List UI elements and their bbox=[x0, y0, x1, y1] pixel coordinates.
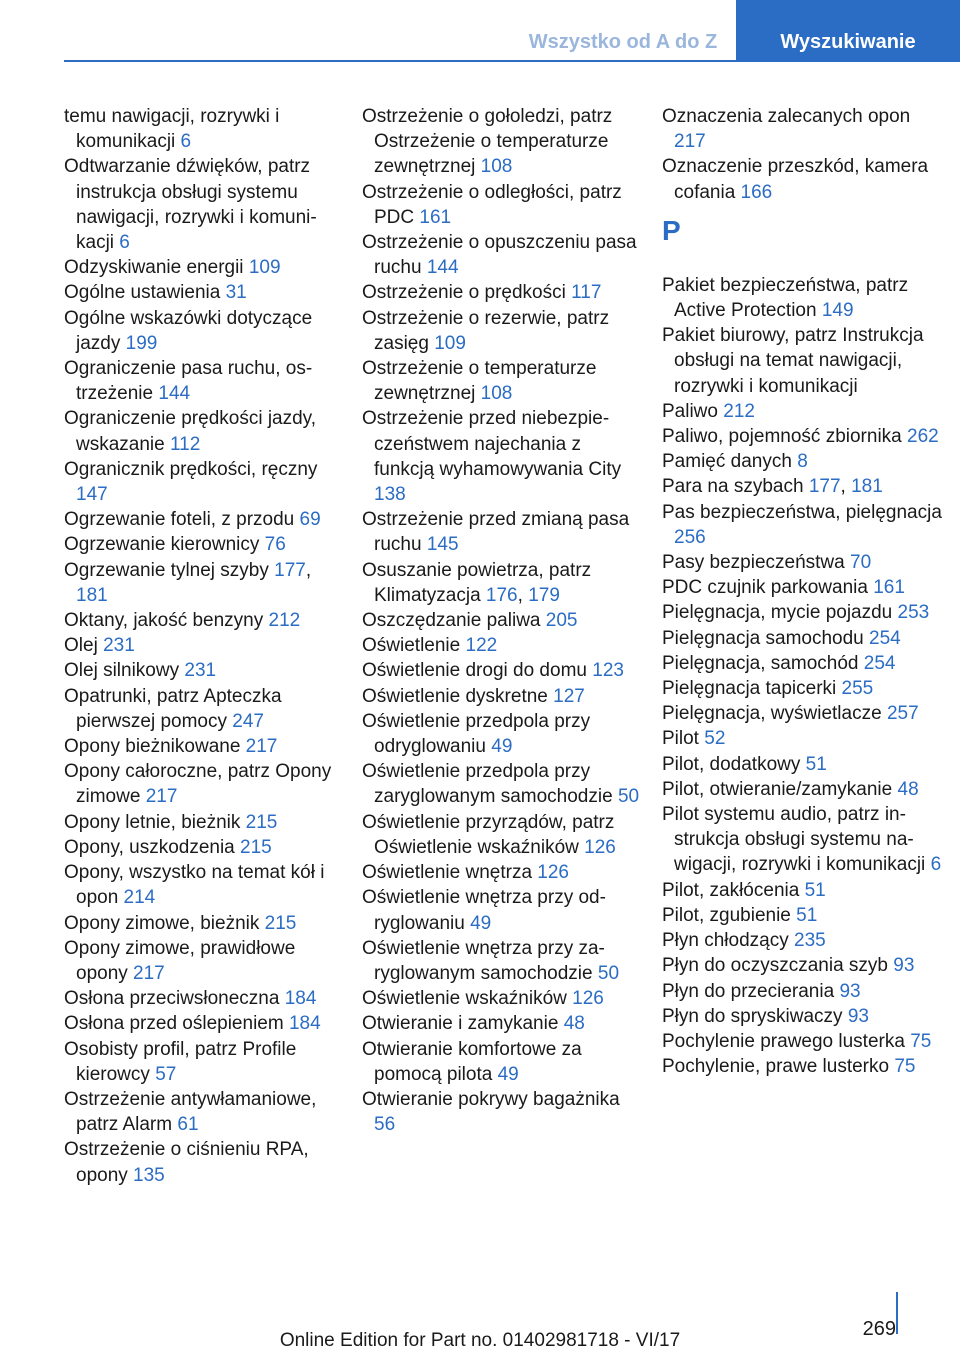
index-term: Opony całoroczne, patrz Opony zimowe bbox=[64, 761, 332, 808]
index-term: Pilot bbox=[662, 728, 705, 750]
page-link[interactable]: 69 bbox=[299, 509, 321, 531]
index-entry bbox=[64, 507, 344, 532]
index-entry bbox=[362, 356, 642, 406]
index-entry bbox=[64, 1011, 344, 1036]
page-link[interactable]: 51 bbox=[805, 753, 827, 775]
page-number: 269 bbox=[862, 1318, 896, 1340]
index-entry bbox=[362, 230, 642, 280]
page-link[interactable]: 138 bbox=[374, 484, 406, 506]
page-link[interactable]: 48 bbox=[563, 1013, 585, 1035]
index-entry bbox=[662, 878, 942, 903]
index-column-1 bbox=[64, 104, 344, 1188]
index-term: Otwieranie komfortowe za pomocą pilota bbox=[362, 1038, 582, 1085]
index-entry bbox=[362, 306, 642, 356]
index-term: Oświetlenie przedpola przy odryglowaniu bbox=[362, 710, 591, 758]
page-link[interactable]: 117 bbox=[571, 282, 602, 304]
page-link[interactable]: 51 bbox=[796, 904, 818, 926]
index-entry bbox=[662, 953, 942, 978]
index-entry bbox=[362, 885, 642, 935]
index-entry bbox=[64, 759, 344, 809]
page-link[interactable]: 31 bbox=[225, 282, 247, 304]
index-entry bbox=[662, 273, 942, 323]
index-term: Pielęgnacja, wyświetlacze bbox=[662, 703, 887, 725]
index-entry: Osuszanie powietrza, patrz Klimatyzacja 176, 179 bbox=[362, 559, 592, 606]
page-link[interactable]: 257 bbox=[886, 703, 919, 725]
page-link[interactable]: 184 bbox=[288, 1013, 321, 1035]
index-term: Ogrzewanie foteli, z przodu bbox=[64, 509, 300, 531]
index-entry bbox=[662, 726, 942, 751]
index-entry bbox=[64, 658, 344, 683]
index-term: Pilot systemu audio, patrz instrukcja obsługi systemu nawigacji, rozrywki i komunikacji bbox=[662, 804, 931, 876]
page-link[interactable]: 184 bbox=[284, 988, 317, 1010]
page-link[interactable]: 145 bbox=[426, 534, 459, 556]
index-entry bbox=[64, 911, 344, 936]
page-link[interactable]: 123 bbox=[592, 660, 624, 682]
index-term: Ogólne wskazówki dotyczące jazdy bbox=[64, 307, 313, 354]
page-link[interactable]: 181 bbox=[76, 584, 108, 606]
index-term: Pielęgnacja, samochód bbox=[662, 652, 864, 674]
index-entry bbox=[662, 676, 942, 701]
page-link[interactable]: 135 bbox=[133, 1164, 165, 1186]
index-entry bbox=[64, 734, 344, 759]
page-link[interactable]: 214 bbox=[123, 887, 156, 909]
section-letter: P bbox=[662, 214, 681, 246]
index-term: Pochylenie, prawe lusterko bbox=[662, 1056, 895, 1078]
index-term: PDC czujnik parkowania bbox=[662, 577, 874, 599]
page-link[interactable]: 144 bbox=[426, 257, 459, 279]
index-entry bbox=[64, 356, 344, 406]
page-link[interactable]: 215 bbox=[245, 811, 278, 833]
index-entry bbox=[362, 709, 642, 759]
page-link[interactable]: 56 bbox=[374, 1114, 396, 1136]
index-entry bbox=[362, 759, 642, 809]
index-term: Ostrzeżenie przed zmianą pasa ruchu bbox=[362, 509, 630, 556]
index-term: Pakiet bezpieczeństwa, patrz Active Protection bbox=[662, 274, 909, 322]
page-link[interactable]: 212 bbox=[723, 400, 755, 422]
index-term: Oświetlenie wnętrza przy zaryglowanym samochodzie bbox=[362, 937, 605, 984]
page-link[interactable]: 161 bbox=[419, 206, 452, 228]
index-column-2 bbox=[362, 104, 642, 1137]
page-link[interactable]: 93 bbox=[893, 955, 915, 977]
page-link[interactable]: 177 bbox=[808, 476, 841, 498]
index-entry bbox=[64, 1037, 344, 1087]
index-term: Paliwo, pojemność zbiornika bbox=[662, 426, 908, 448]
index-entry bbox=[662, 903, 942, 928]
page-link[interactable]: 217 bbox=[145, 786, 178, 808]
index-entry bbox=[662, 550, 942, 575]
page-link[interactable]: 50 bbox=[617, 786, 640, 808]
page-link[interactable]: 49 bbox=[497, 1063, 519, 1085]
index-entry: Ogrzewanie tylnej szyby 177, 181 bbox=[64, 559, 312, 606]
index-entry bbox=[64, 684, 344, 734]
page-link[interactable]: 215 bbox=[240, 836, 272, 858]
page-link[interactable]: 50 bbox=[597, 962, 620, 984]
index-entry bbox=[64, 1137, 344, 1187]
page-link[interactable]: 112 bbox=[170, 433, 201, 455]
page-link[interactable]: 49 bbox=[470, 912, 492, 934]
index-entry bbox=[662, 626, 942, 651]
index-entry bbox=[362, 507, 642, 557]
index-term: Odtwarzanie dźwięków, patrz instrukcja obsługi systemu nawigacji, rozrywki i komunikacji bbox=[64, 156, 317, 254]
index-term: Pielęgnacja, mycie pojazdu bbox=[662, 602, 898, 624]
index-entry bbox=[64, 936, 344, 986]
index-entry bbox=[662, 802, 942, 878]
index-term: Płyn chłodzący bbox=[662, 930, 795, 952]
index-term: Ogranicznik prędkości, ręczny bbox=[64, 458, 318, 480]
page-link[interactable]: 8 bbox=[797, 451, 808, 473]
index-term: Ogrzewanie tylnej szyby bbox=[64, 559, 275, 581]
page-link[interactable]: 48 bbox=[897, 778, 919, 800]
index-term: Płyn do przecierania bbox=[662, 980, 840, 1002]
page-link[interactable]: 76 bbox=[264, 534, 286, 556]
index-term: Para na szybach bbox=[662, 476, 809, 498]
index-entry bbox=[64, 154, 344, 255]
index-term: Pilot, dodatkowy bbox=[662, 753, 806, 775]
index-entry bbox=[662, 777, 942, 802]
index-term: Płyn do oczyszczania szyb bbox=[662, 955, 894, 977]
page-link[interactable]: 231 bbox=[184, 660, 217, 682]
page-link[interactable]: 147 bbox=[76, 484, 108, 506]
index-entry bbox=[362, 860, 642, 885]
index-term: Ogólne ustawienia bbox=[64, 282, 226, 304]
index-term: Otwieranie pokrywy bagażnika bbox=[362, 1088, 620, 1110]
page-link[interactable]: 254 bbox=[863, 652, 896, 674]
page-link[interactable]: 217 bbox=[133, 962, 165, 984]
index-term: Pilot, zgubienie bbox=[662, 904, 797, 926]
index-term: Pilot, otwieranie/zamykanie bbox=[662, 778, 898, 800]
page-link[interactable]: 109 bbox=[434, 332, 466, 354]
index-term: Odzyskiwanie energii bbox=[64, 257, 249, 279]
page-link[interactable]: 61 bbox=[177, 1114, 199, 1136]
index-term: Pielęgnacja samochodu bbox=[662, 627, 870, 649]
index-term: Pakiet biurowy, patrz Instrukcja obsługi na temat nawigacji, rozrywki i komunikacji bbox=[662, 325, 924, 397]
page-link[interactable]: 51 bbox=[804, 879, 826, 901]
index-entry bbox=[362, 1087, 642, 1137]
index-term: Oszczędzanie paliwa bbox=[362, 610, 546, 632]
index-term: Oznaczenie przeszkód, kamera cofania bbox=[662, 156, 929, 203]
page-link[interactable]: 75 bbox=[894, 1056, 916, 1078]
index-term: Ostrzeżenie o temperaturze zewnętrznej bbox=[362, 358, 597, 405]
index-entry bbox=[662, 1054, 942, 1079]
index-term: temu nawigacji, rozrywki i komunikacji bbox=[64, 106, 280, 153]
index-entry bbox=[662, 928, 942, 953]
index-entry bbox=[662, 701, 942, 726]
index-entry bbox=[662, 651, 942, 676]
page-link[interactable]: 6 bbox=[180, 131, 192, 153]
page-link[interactable]: 253 bbox=[897, 602, 930, 624]
page-link[interactable]: 122 bbox=[465, 635, 498, 657]
page-link[interactable]: 127 bbox=[553, 685, 585, 707]
index-entry bbox=[362, 1037, 642, 1087]
index-term: Oświetlenie dyskretne bbox=[362, 685, 554, 707]
page-link[interactable]: 247 bbox=[232, 710, 264, 732]
index-term: Pamięć danych bbox=[662, 451, 798, 473]
page-link[interactable]: 109 bbox=[248, 257, 281, 279]
page-link[interactable]: 93 bbox=[847, 1005, 869, 1027]
index-entry bbox=[662, 399, 942, 424]
page-link[interactable]: 52 bbox=[704, 728, 726, 750]
page-link[interactable]: 126 bbox=[537, 862, 569, 884]
page-link[interactable]: 217 bbox=[674, 131, 706, 153]
index-term: Ostrzeżenie o odległości, patrz PDC bbox=[362, 181, 622, 228]
index-entry bbox=[362, 658, 642, 683]
index-term: Oświetlenie wnętrza przy odryglowaniu bbox=[362, 887, 606, 934]
index-term: Ostrzeżenie o ciśnieniu RPA, opony bbox=[64, 1139, 309, 1186]
index-entry bbox=[362, 180, 642, 230]
page-link[interactable]: 49 bbox=[491, 736, 513, 758]
index-entry bbox=[362, 810, 642, 860]
index-term: Opony bieżnikowane bbox=[64, 736, 246, 758]
index-term: Olej bbox=[64, 635, 104, 657]
index-entry bbox=[362, 280, 642, 305]
index-term: Oświetlenie przedpola przy zaryglowanym samochodzie bbox=[362, 761, 618, 808]
index-entry bbox=[64, 306, 344, 356]
index-term: Otwieranie i zamykanie bbox=[362, 1013, 564, 1035]
index-term: Ograniczenie prędkości jazdy, wskazanie bbox=[64, 408, 317, 455]
index-entry bbox=[662, 154, 942, 204]
index-term: Pas bezpieczeństwa, pielęgnacja bbox=[662, 501, 942, 523]
index-entry bbox=[362, 986, 642, 1011]
page-link[interactable]: 217 bbox=[245, 736, 278, 758]
index-term: Olej silnikowy bbox=[64, 660, 185, 682]
index-term: Oświetlenie przyrządów, patrz Oświetlenie wskaźników bbox=[362, 811, 615, 858]
page-link[interactable]: 177 bbox=[274, 559, 306, 581]
index-term: Opatrunki, patrz Apteczka pierwszej pomocy bbox=[64, 685, 282, 732]
index-entry bbox=[64, 1087, 344, 1137]
index-entry bbox=[662, 104, 942, 154]
page-link[interactable]: 262 bbox=[907, 426, 939, 448]
index-term: Opony, uszkodzenia bbox=[64, 836, 241, 858]
page-link[interactable]: 6 bbox=[119, 232, 130, 254]
index-entry bbox=[64, 104, 344, 154]
index-entry bbox=[64, 633, 344, 658]
page-link[interactable]: 235 bbox=[794, 930, 826, 952]
index-term: Ostrzeżenie o opuszczeniu pasa ruchu bbox=[362, 232, 637, 279]
page-link[interactable]: 205 bbox=[545, 610, 578, 632]
index-term: Osłona przed oślepieniem bbox=[64, 1013, 289, 1035]
page-link[interactable]: 176 bbox=[485, 584, 518, 606]
page-link[interactable]: 126 bbox=[572, 988, 604, 1010]
tab-search[interactable]: Wyszukiwanie bbox=[736, 0, 960, 60]
index-entry bbox=[362, 406, 642, 507]
index-entry bbox=[64, 406, 344, 456]
index-entry bbox=[662, 500, 942, 550]
index-entry bbox=[64, 860, 344, 910]
index-entry bbox=[662, 600, 942, 625]
page-link[interactable]: 6 bbox=[930, 854, 942, 876]
index-entry bbox=[662, 979, 942, 1004]
index-term: Opony, wszystko na temat kół i opon bbox=[64, 862, 325, 909]
page-link[interactable]: 57 bbox=[155, 1063, 177, 1085]
header-bar bbox=[0, 0, 960, 62]
index-term: Pielęgnacja tapicerki bbox=[662, 678, 842, 700]
index-entry bbox=[64, 835, 344, 860]
index-entry bbox=[662, 575, 942, 600]
index-entry bbox=[64, 280, 344, 305]
page-link[interactable]: 256 bbox=[674, 526, 706, 548]
index-entry bbox=[662, 449, 942, 474]
index-term: Oświetlenie bbox=[362, 635, 466, 657]
index-entry: Para na szybach 177, 181 bbox=[662, 476, 883, 498]
index-term: Ostrzeżenie przed niebezpieczeństwem najechania z funkcją wyhamowywania City bbox=[362, 408, 622, 480]
index-entry bbox=[64, 810, 344, 835]
index-entry bbox=[362, 1011, 642, 1036]
index-entry bbox=[64, 255, 344, 280]
index-term: Opony letnie, bieżnik bbox=[64, 811, 246, 833]
index-term: Oktany, jakość benzyny bbox=[64, 610, 269, 632]
index-entry bbox=[362, 633, 642, 658]
index-entry bbox=[64, 986, 344, 1011]
index-term: Pochylenie prawego lusterka bbox=[662, 1030, 911, 1052]
index-term: Osuszanie powietrza, patrz Klimatyzacja bbox=[362, 559, 592, 606]
index-entry bbox=[64, 532, 344, 557]
page-link[interactable]: 199 bbox=[125, 332, 158, 354]
footer-rule bbox=[896, 1292, 898, 1334]
page-link[interactable]: 166 bbox=[740, 181, 773, 203]
index-term: Pasy bezpieczeństwa bbox=[662, 552, 850, 574]
index-term: Oznaczenia zalecanych opon bbox=[662, 106, 911, 127]
page-link[interactable]: 215 bbox=[264, 912, 297, 934]
edition-footer: Online Edition for Part no. 01402981718 - VI/17 bbox=[279, 1330, 681, 1351]
page-link[interactable]: 179 bbox=[528, 584, 560, 606]
index-entry bbox=[662, 424, 942, 449]
index-entry bbox=[662, 1029, 942, 1054]
page-link[interactable]: 126 bbox=[584, 836, 616, 858]
header-rule bbox=[64, 60, 960, 62]
index-entry bbox=[662, 323, 942, 399]
index-term: Ogrzewanie kierownicy bbox=[64, 534, 265, 556]
index-entry bbox=[362, 104, 642, 180]
index-entry bbox=[662, 752, 942, 777]
index-term: Osłona przeciwsłoneczna bbox=[64, 988, 285, 1010]
index-term: Płyn do spryskiwaczy bbox=[662, 1005, 848, 1027]
index-term: Ostrzeżenie o gołoledzi, patrz Ostrzeżenie o temperaturze zewnętrznej bbox=[362, 106, 613, 178]
index-entry bbox=[662, 1004, 942, 1029]
page-link[interactable]: 212 bbox=[268, 610, 301, 632]
index-term: Ograniczenie pasa ruchu, ostrzeżenie bbox=[64, 358, 313, 405]
index-entry bbox=[362, 608, 642, 633]
page-link[interactable]: 108 bbox=[480, 383, 513, 405]
index-term: Ostrzeżenie o prędkości bbox=[362, 282, 572, 304]
page-link[interactable]: 231 bbox=[103, 635, 135, 657]
index-entry bbox=[362, 684, 642, 709]
page-link[interactable]: 144 bbox=[158, 383, 191, 405]
page-link[interactable]: 181 bbox=[851, 476, 883, 498]
page-link[interactable]: 161 bbox=[873, 577, 905, 599]
page-link[interactable]: 108 bbox=[480, 156, 513, 178]
page-link[interactable]: 75 bbox=[910, 1030, 932, 1052]
index-term: Ostrzeżenie antywłamaniowe, patrz Alarm bbox=[64, 1088, 317, 1136]
index-term: Opony zimowe, prawidłowe opony bbox=[64, 937, 296, 984]
index-term: Ostrzeżenie o rezerwie, patrz zasięg bbox=[362, 307, 610, 354]
index-term: Pilot, zakłócenia bbox=[662, 879, 805, 901]
index-term: Oświetlenie wnętrza bbox=[362, 862, 538, 884]
index-entry bbox=[64, 608, 344, 633]
index-term: Osobisty profil, patrz Profile kierowcy bbox=[64, 1038, 297, 1085]
page-link[interactable]: 149 bbox=[821, 300, 854, 322]
index-term: Paliwo bbox=[662, 400, 724, 422]
page-link[interactable]: 70 bbox=[850, 552, 872, 574]
page-link[interactable]: 93 bbox=[839, 980, 861, 1002]
index-column-3 bbox=[662, 104, 942, 1079]
index-term: Oświetlenie wskaźników bbox=[362, 988, 573, 1010]
index-entry bbox=[64, 457, 344, 507]
index-term: Oświetlenie drogi do domu bbox=[362, 660, 593, 682]
tab-a-to-z[interactable]: Wszystko od A do Z bbox=[528, 31, 718, 53]
page-link[interactable]: 255 bbox=[841, 678, 874, 700]
index-entry bbox=[362, 936, 642, 986]
index-term: Opony zimowe, bieżnik bbox=[64, 912, 265, 934]
page-link[interactable]: 254 bbox=[869, 627, 901, 649]
